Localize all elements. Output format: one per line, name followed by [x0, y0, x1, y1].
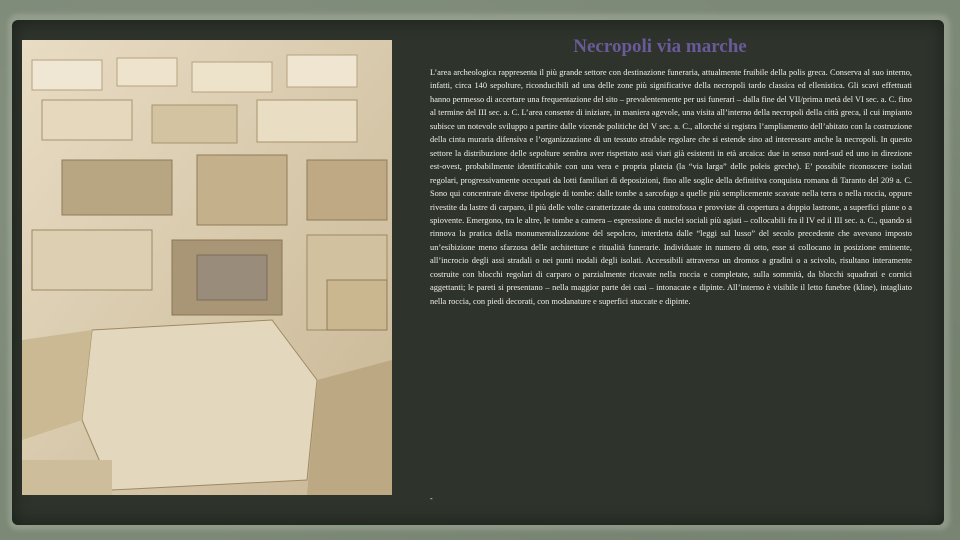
body-paragraph: L’area archeologica rappresenta il più grande settore con destinazione funeraria, attualmente fruibile della polis greca. Conserva al suo interno, infatti, circa 140 sepolture, riconducibili ad una delle zone più significative della necropoli tardo classica ed ellenistica. Gli scavi effettuati hanno permesso di accertare una frequentazione del sito – prevalentemente per usi funerari – dalla fine del VII/prima metà del VI sec. a. C. fino al termine del III sec. a. C. L’area consente di iniziare, in maniera agevole, una visita all’interno della necropoli della città greca, il cui impianto subisce un notevole sviluppo a partire dalle vicende politiche del V sec. a. C., allorché si registra l’ampliamento dell’abitato con la costruzione della cinta muraria difensiva e l’organizzazione di un tessuto stradale regolare che si estende sino ad interessare anche la necropoli. In questo settore la distribuzione delle sepolture sembra aver rispettato assi viari già esistenti in età arcaica: due in senso nord-sud ed uno in direzione est-ovest, probabilmente identificabile con una vera e propria plateia (la “via larga” delle poleis greche). E’ possibile riconoscere isolati regolari, progressivamente occupati da lotti familiari di deposizioni, fino alle soglie della definitiva conquista romana di Taranto del 209 a. C. Sono qui concentrate diverse tipologie di tombe: dalle tombe a sarcofago a quelle più semplicemente scavate nella terra o nella roccia, oppure rivestite da lastre di carparo, il più delle volte caratterizzate da una controfossa e provviste di copertura a doppio lastrone, a superfici piane o a spiovente. Emergono, tra le altre, le tombe a camera – espressione di nuclei sociali più agiati – collocabili fra il IV ed il III sec. a. C., quando si rinnova la pratica della monumentalizzazione del sepolcro, interdetta dalle “leggi sul lusso” del secolo precedente che avevano imposto un’esibizione meno sfarzosa delle architetture e ritualità funerarie. Individuate in numero di otto, esse si collocano in posizione eminente, all’incrocio degli assi stradali o nei punti nodali degli isolati. Accessibili attraverso un dromos a gradini o a scivolo, risultano interamente costruite con blocchi regolari di carparo o parzialmente ricavate nella roccia e completate, sulla sommità, da blocchi squadrati e cornici aggettanti; le pareti si presentano – nella maggior parte dei casi – intonacate e dipinte. All’interno è visibile il letto funebre (kline), intagliato nella roccia, con piedi decorati, con modanature e superfici stuccate e dipinte. — [430, 68, 912, 306]
excavation-photo — [22, 40, 392, 495]
body-text-block — [430, 66, 912, 308]
slide-title: Necropoli via marche — [573, 36, 747, 57]
trailing-mark: - — [430, 494, 433, 503]
excavation-photo-art — [22, 40, 392, 495]
